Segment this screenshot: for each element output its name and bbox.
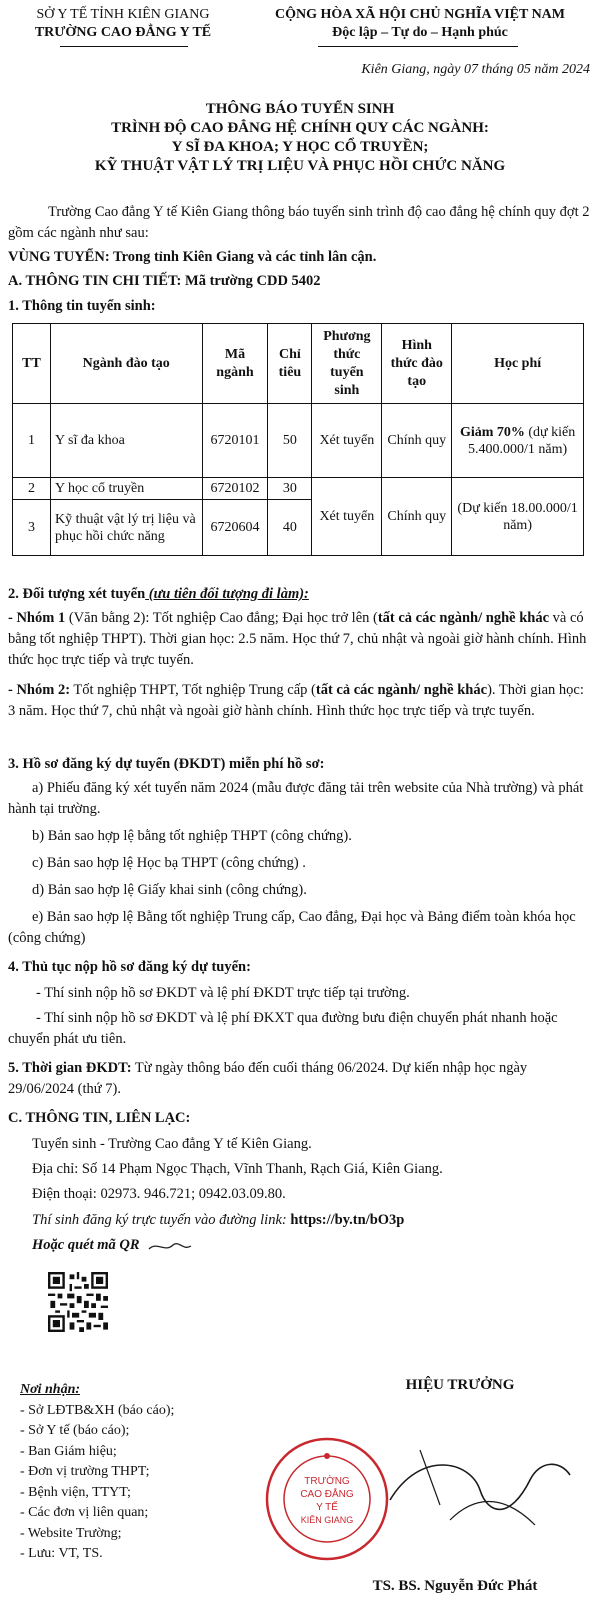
column-header: Ngành đào tạo xyxy=(50,324,202,404)
subsection-title: 1. Thông tin tuyển sinh: xyxy=(8,298,156,314)
document-item: e) Bản sao hợp lệ Bằng tốt nghiệp Trung cấp, Cao đẳng, Đại học và Bảng điểm toàn khóa học (công chứng) xyxy=(8,909,576,946)
fee-discount: Giảm 70% xyxy=(459,424,525,440)
group-text: và có bằng tốt nghiệp THPT). Thời gian học: 2.5 năm. Học thứ 7, chủ nhật và ngoài giờ hành chính. Hình thức học trực tiếp và trực tuyến. xyxy=(8,610,587,668)
contact-line: Tuyển sinh - Trường Cao đẳng Y tế Kiên Giang. xyxy=(32,1136,312,1152)
recipient-item: - Các đơn vị liên quan; xyxy=(20,1505,149,1520)
cell-fee: (Dự kiến 18.00.000/1 năm) xyxy=(452,478,584,556)
group-text-bold: tất cả các ngành/ nghề khác xyxy=(315,682,488,698)
recipient-item: - Sở Y tế (báo cáo); xyxy=(20,1423,130,1438)
group-text: Tốt nghiệp THPT, Tốt nghiệp Trung cấp ( xyxy=(70,682,316,698)
document-item: b) Bản sao hợp lệ bằng tốt nghiệp THPT (công chứng). xyxy=(32,828,352,844)
country-name: CỘNG HÒA XÃ HỘI CHỦ NGHĨA VIỆT NAM xyxy=(274,7,565,22)
cell-fee xyxy=(452,404,584,478)
column-header: TT xyxy=(13,324,51,404)
document-title xyxy=(20,100,580,176)
handwritten-signature-icon xyxy=(360,1430,580,1560)
document-date: Kiên Giang, ngày 07 tháng 05 năm 2024 xyxy=(361,62,590,77)
recipient-item: - Lưu: VT, TS. xyxy=(20,1546,103,1561)
signer-name: TS. BS. Nguyễn Đức Phát xyxy=(372,1578,538,1594)
recipients-title: Nơi nhận: xyxy=(20,1382,81,1397)
cell-code: 6720604 xyxy=(202,500,268,556)
cell-tt: 2 xyxy=(13,478,51,500)
national-motto xyxy=(240,6,600,42)
cell-code: 6720102 xyxy=(202,478,268,500)
region-line: VÙNG TUYỂN: Trong tỉnh Kiên Giang và các tỉnh lân cận. xyxy=(8,249,377,265)
recipient-item: - Sở LĐTB&XH (báo cáo); xyxy=(20,1402,175,1418)
recipient-item: - Ban Giám hiệu; xyxy=(20,1443,117,1459)
contact-phone: Điện thoại: 02973. 946.721; 0942.03.09.80. xyxy=(32,1186,286,1202)
department-name: SỞ Y TẾ TỈNH KIÊN GIANG xyxy=(36,7,210,22)
register-link-line xyxy=(32,1210,592,1231)
recipients-block xyxy=(20,1380,240,1565)
group-1-paragraph xyxy=(8,608,592,671)
title-line: Y SĨ ĐA KHOA; Y HỌC CỔ TRUYỀN; xyxy=(171,139,429,155)
table-header-row xyxy=(13,324,584,404)
contact-address: Địa chỉ: Số 14 Phạm Ngọc Thạch, Vĩnh Thanh, Rạch Giá, Kiên Giang. xyxy=(32,1161,443,1177)
cell-name: Y học cổ truyền xyxy=(50,478,202,500)
column-header: Phương thức tuyển sinh xyxy=(312,324,382,404)
column-header: Hình thức đào tạo xyxy=(382,324,452,404)
document-item: a) Phiếu đăng ký xét tuyển năm 2024 (mẫu được đăng tải trên website của Nhà trường) và phát hành tại trường. xyxy=(8,780,584,817)
link-prompt: Thí sinh đăng ký trực tuyến vào đường link: xyxy=(32,1212,291,1228)
section-note: (ưu tiên đối tượng đi làm): xyxy=(145,586,309,602)
section-text: Từ ngày thông báo đến cuối tháng 06/2024. Dự kiến nhập học ngày 29/06/2024 (thứ 7). xyxy=(8,1060,528,1097)
cell-quota: 40 xyxy=(268,500,312,556)
cell-code: 6720101 xyxy=(202,404,268,478)
document-item: c) Bản sao hợp lệ Học bạ THPT (công chứng) . xyxy=(32,855,306,871)
motto: Độc lập – Tự do – Hạnh phúc xyxy=(332,25,508,40)
section-heading: 2. Đối tượng xét tuyển xyxy=(8,586,146,602)
table-row xyxy=(13,404,584,478)
group-label: - Nhóm 1 xyxy=(8,610,66,626)
stamp-text: Y TẾ xyxy=(316,1502,338,1513)
section-heading: 5. Thời gian ĐKDT: xyxy=(8,1060,132,1076)
cell-tt: 3 xyxy=(13,500,51,556)
qr-code-icon[interactable] xyxy=(48,1272,108,1332)
procedure-item: - Thí sinh nộp hồ sơ ĐKDT và lệ phí ĐKDT trực tiếp tại trường. xyxy=(36,985,410,1001)
column-header: Chỉ tiêu xyxy=(268,324,312,404)
cell-name: Y sĩ đa khoa xyxy=(50,404,202,478)
document-item: d) Bản sao hợp lệ Giấy khai sinh (công chứng). xyxy=(32,882,307,898)
title-line: TRÌNH ĐỘ CAO ĐẲNG HỆ CHÍNH QUY CÁC NGÀNH: xyxy=(111,120,489,136)
column-header: Mã ngành xyxy=(202,324,268,404)
cell-method: Xét tuyển xyxy=(312,404,382,478)
stamp-text: TRƯỜNG xyxy=(304,1476,350,1487)
title-line: THÔNG BÁO TUYỂN SINH xyxy=(205,101,395,117)
column-header: Học phí xyxy=(452,324,584,404)
section-c-title: C. THÔNG TIN, LIÊN LẠC: xyxy=(8,1110,191,1126)
recipient-item: - Website Trường; xyxy=(20,1525,122,1541)
qr-prompt-text: Hoặc quét mã QR xyxy=(32,1237,140,1253)
school-name: TRƯỜNG CAO ĐẲNG Y TẾ xyxy=(34,25,212,40)
group-text: (Văn bằng 2): Tốt nghiệp Cao đẳng; Đại học trở lên ( xyxy=(65,610,378,626)
divider xyxy=(60,46,188,47)
admission-table xyxy=(12,323,584,556)
divider xyxy=(318,46,518,47)
fee-detail: (dự kiến 5.400.000/1 năm) xyxy=(468,424,576,457)
section-2-title xyxy=(8,584,592,605)
group-text-bold: tất cả các ngành/ nghề khác xyxy=(377,610,550,626)
group-2-paragraph xyxy=(8,680,592,722)
title-line: KỸ THUẬT VẬT LÝ TRỊ LIỆU VÀ PHỤC HỒI CHỨC NĂNG xyxy=(94,158,506,174)
section-5-paragraph xyxy=(8,1058,592,1100)
group-text: ). Thời gian học: 3 năm. Học thứ 7, chủ nhật và ngoài giờ hành chính. Hình thức học trực tiếp và trực tuyến. xyxy=(8,682,584,719)
cell-quota: 50 xyxy=(268,404,312,478)
issuing-authority xyxy=(8,6,238,42)
cell-method: Xét tuyển xyxy=(312,478,382,556)
section-3-title: 3. Hồ sơ đăng ký dự tuyển (ĐKDT) miễn phí hồ sơ: xyxy=(8,756,325,772)
cell-form: Chính quy xyxy=(382,404,452,478)
cell-name: Kỹ thuật vật lý trị liệu và phục hồi chức năng xyxy=(50,500,202,556)
recipient-item: - Đơn vị trường THPT; xyxy=(20,1464,150,1479)
cell-quota: 30 xyxy=(268,478,312,500)
register-link[interactable]: https://by.tn/bO3p xyxy=(290,1212,405,1228)
qr-prompt xyxy=(32,1235,332,1256)
stamp-text: CAO ĐẲNG xyxy=(300,1489,354,1500)
procedure-item: - Thí sinh nộp hồ sơ ĐKDT và lệ phí ĐKXT qua đường bưu điện chuyển phát nhanh hoặc chuyển phát ưu tiên. xyxy=(8,1010,558,1047)
cell-form: Chính quy xyxy=(382,478,452,556)
section-4-title: 4. Thủ tục nộp hồ sơ đăng ký dự tuyển: xyxy=(8,959,251,975)
table-row xyxy=(13,478,584,500)
intro-paragraph: Trường Cao đẳng Y tế Kiên Giang thông báo tuyển sinh trình độ cao đẳng hệ chính quy đợt 2 gồm các ngành như sau: xyxy=(8,204,590,241)
stamp-text: KIÊN GIANG xyxy=(300,1515,354,1525)
signer-role: HIỆU TRƯỞNG xyxy=(405,1377,515,1393)
section-a-title: A. THÔNG TIN CHI TIẾT: Mã trường CDD 5402 xyxy=(8,273,321,289)
initials-signature-icon xyxy=(147,1237,197,1255)
group-label: - Nhóm 2: xyxy=(8,682,71,698)
recipient-item: - Bệnh viện, TTYT; xyxy=(20,1484,131,1500)
cell-tt: 1 xyxy=(13,404,51,478)
